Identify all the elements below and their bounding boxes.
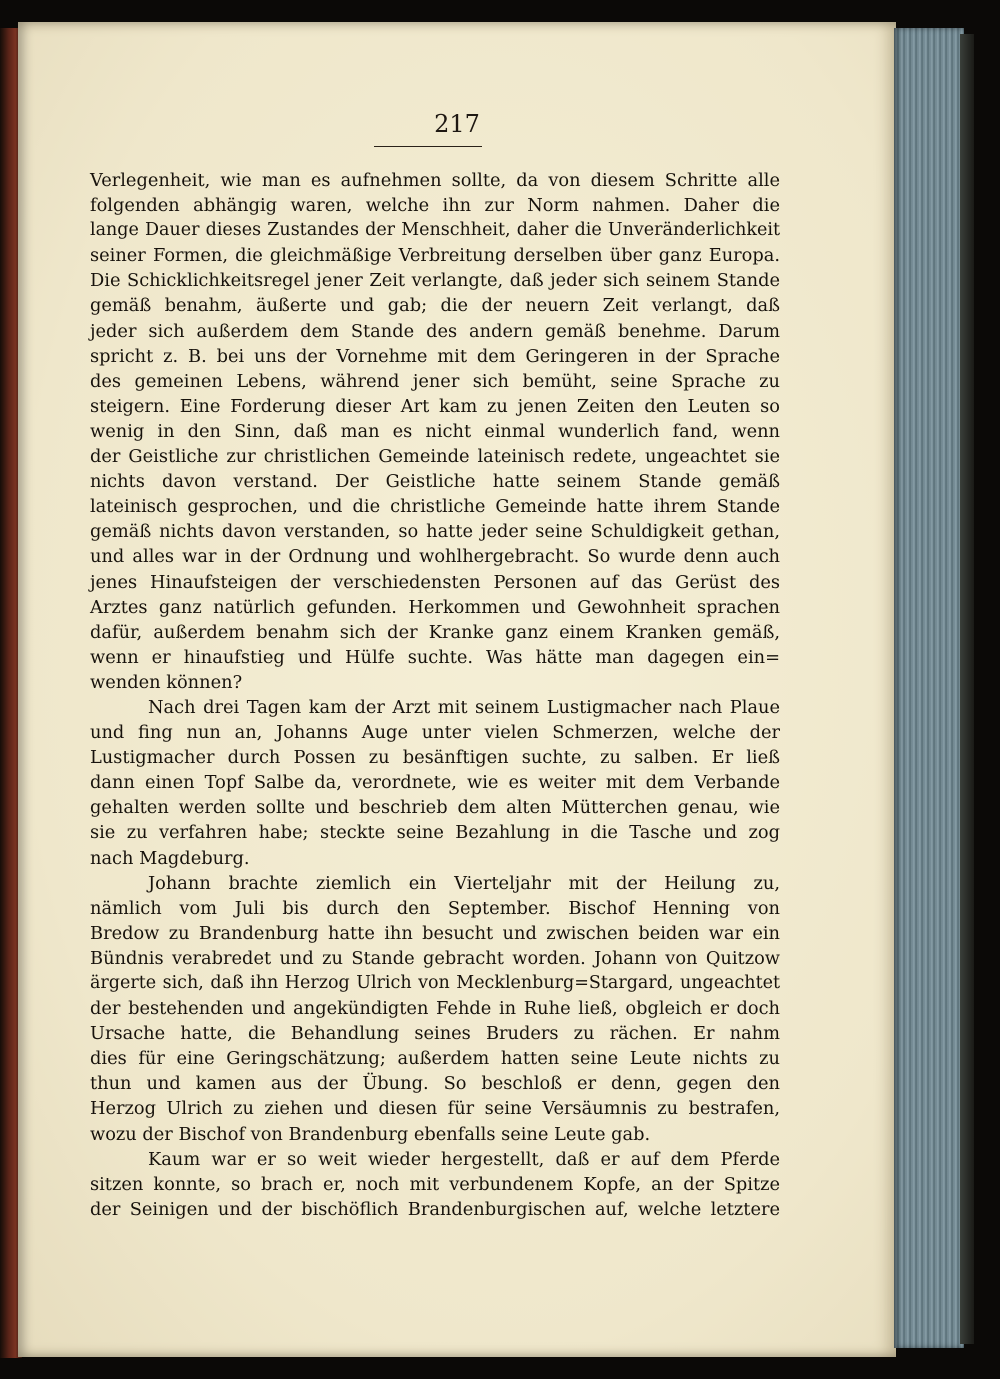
text-line: sie zu verfahren habe; steckte seine Bezahlung in die Tasche und zog <box>90 822 780 844</box>
text-line: wenig in den Sinn, daß man es nicht einmal wunderlich fand, wenn <box>90 420 780 442</box>
text-line: Nach drei Tagen kam der Arzt mit seinem Lustigmacher nach Plaue <box>148 696 780 718</box>
text-line: Bredow zu Brandenburg hatte ihn besucht und zwischen beiden war ein <box>90 922 780 944</box>
text-line: lange Dauer dieses Zustandes der Menschheit, daher die Unveränderlichkeit <box>90 220 780 241</box>
text-line: wenn er hinaufstieg und Hülfe suchte. Was hätte man dagegen ein= <box>90 646 780 668</box>
text-line: seiner Formen, die gleichmäßige Verbreitung derselben über ganz Europa. <box>90 245 780 267</box>
text-line: nämlich vom Juli bis durch den September. Bischof Henning von <box>90 897 780 919</box>
book-page <box>18 22 896 1357</box>
text-line: und fing nun an, Johanns Auge unter vielen Schmerzen, welche der <box>90 722 780 744</box>
text-line: der bestehenden und angekündigten Fehde in Ruhe ließ, obgleich er doch <box>90 998 780 1020</box>
text-line: Bündnis verabredet und zu Stande gebracht worden. Johann von Quitzow <box>90 947 780 969</box>
text-line: spricht z. B. bei uns der Vornehme mit dem Geringeren in der Sprache <box>90 345 780 367</box>
book-cover-edge <box>960 34 974 1344</box>
text-line: dies für eine Geringschätzung; außerdem hatten seine Leute nichts zu <box>90 1048 780 1070</box>
text-line: Lustigmacher durch Possen zu besänftigen suchte, zu salben. Er ließ <box>90 747 780 769</box>
text-line: dann einen Topf Salbe da, verordnete, wie es weiter mit dem Verbande <box>90 772 780 794</box>
page-number: 217 <box>434 110 480 138</box>
text-line: dafür, außerdem benahm sich der Kranke ganz einem Kranken gemäß, <box>90 621 780 643</box>
text-line: wenden können? <box>90 671 243 693</box>
page-number-rule <box>374 146 482 147</box>
text-line: lateinisch gesprochen, und die christliche Gemeinde hatte ihrem Stande <box>90 496 780 518</box>
text-line: Verlegenheit, wie man es aufnehmen sollte, da von diesem Schritte alle <box>90 170 780 191</box>
text-line: steigern. Eine Forderung dieser Art kam zu jenen Zeiten den Leuten so <box>90 395 780 417</box>
text-line: Ursache hatte, die Behandlung seines Bruders zu rächen. Er nahm <box>90 1023 780 1045</box>
text-line: jeder sich außerdem dem Stande des andern gemäß benehme. Darum <box>90 320 780 342</box>
text-line: der Geistliche zur christlichen Gemeinde lateinisch redete, ungeachtet sie <box>90 446 780 468</box>
text-line: Johann brachte ziemlich ein Vierteljahr mit der Heilung zu, <box>148 872 780 894</box>
text-line: wozu der Bischof von Brandenburg ebenfalls seine Leute gab. <box>90 1123 651 1145</box>
text-line: sitzen konnte, so brach er, noch mit verbundenem Kopfe, an der Spitze <box>90 1173 780 1195</box>
text-line: und alles war in der Ordnung und wohlhergebracht. So wurde denn auch <box>90 546 780 568</box>
text-line: jenes Hinaufsteigen der verschiedensten Personen auf das Gerüst des <box>90 571 780 593</box>
text-line: der Seinigen und der bischöflich Brandenburgischen auf, welche letztere <box>90 1198 780 1220</box>
text-line: nichts davon verstand. Der Geistliche hatte seinem Stande gemäß <box>90 471 780 493</box>
text-line: gemäß nichts davon verstanden, so hatte jeder seine Schuldigkeit gethan, <box>90 521 780 543</box>
text-line: folgenden abhängig waren, welche ihn zur Norm nahmen. Daher die <box>90 195 780 217</box>
text-line: ärgerte sich, daß ihn Herzog Ulrich von Mecklenburg=Stargard, ungeachtet <box>90 973 780 993</box>
fore-edge <box>894 28 964 1348</box>
text-line: gemäß benahm, äußerte und gab; die der neuern Zeit verlangt, daß <box>90 295 780 317</box>
text-line: thun und kamen aus der Übung. So beschloß er denn, gegen den <box>90 1073 780 1095</box>
text-line: Kaum war er so weit wieder hergestellt, daß er auf dem Pferde <box>148 1148 780 1170</box>
body-text <box>90 168 780 1222</box>
text-line: Arztes ganz natürlich gefunden. Herkommen und Gewohnheit sprachen <box>90 596 780 618</box>
text-line: nach Magdeburg. <box>90 847 250 869</box>
text-line: Die Schicklichkeitsregel jener Zeit verlangte, daß jeder sich seinem Stande <box>90 270 780 292</box>
text-line: Herzog Ulrich zu ziehen und diesen für seine Versäumnis zu bestrafen, <box>90 1098 780 1120</box>
text-line: gehalten werden sollte und beschrieb dem alten Mütterchen genau, wie <box>90 797 780 819</box>
text-line: des gemeinen Lebens, während jener sich bemüht, seine Sprache zu <box>90 370 780 392</box>
